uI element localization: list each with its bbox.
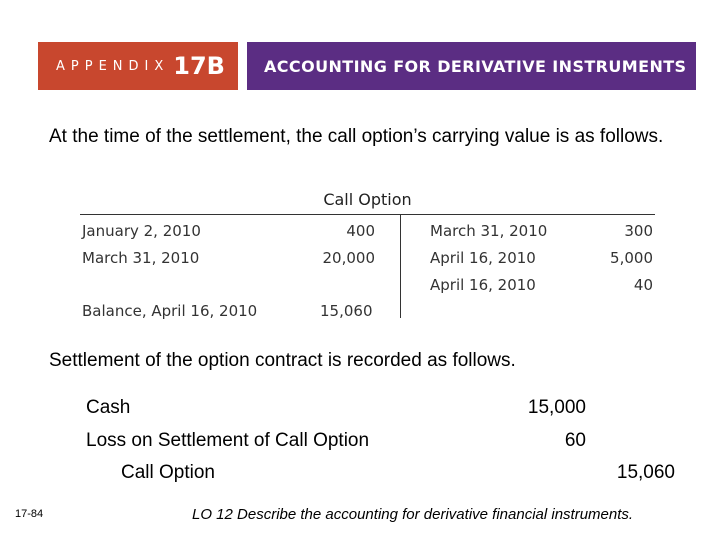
settlement-text: Settlement of the option contract is recorded as follows. [49,350,516,371]
intro-text: At the time of the settlement, the call option’s carrying value is as follows. [49,126,664,147]
journal-account: Cash [86,397,131,418]
credit-date: April 16, 2010 [430,249,536,267]
journal-account: Call Option [121,462,215,483]
t-account-top-rule [80,214,655,215]
credit-amount: 40 [633,276,653,294]
t-account-center-rule [400,214,401,318]
credit-date: April 16, 2010 [430,276,536,294]
debit-date: March 31, 2010 [82,249,200,267]
learning-objective: LO 12 Describe the accounting for derivative financial instruments. [192,506,634,523]
credit-amount: 5,000 [610,249,653,267]
page-number: 17-84 [15,508,44,520]
call-option-t-account [80,190,655,320]
appendix-label: APPENDIX [56,58,170,74]
journal-credit: 15,060 [616,462,675,483]
t-account-title: Call Option [323,190,412,209]
debit-amount: 400 [346,222,375,240]
credit-amount: 300 [624,222,653,240]
appendix-number: 17B [173,52,225,80]
journal-debit: 60 [564,430,586,451]
chapter-title-banner [247,42,696,90]
balance-amount: 15,060 [320,302,373,320]
debit-date: January 2, 2010 [82,222,201,240]
credit-date: March 31, 2010 [430,222,548,240]
journal-debit: 15,000 [527,397,586,418]
journal-account: Loss on Settlement of Call Option [86,430,370,451]
chapter-title: ACCOUNTING FOR DERIVATIVE INSTRUMENTS [264,56,687,76]
balance-label: Balance, April 16, 2010 [82,302,258,320]
appendix-banner [38,42,238,90]
debit-amount: 20,000 [322,249,375,267]
